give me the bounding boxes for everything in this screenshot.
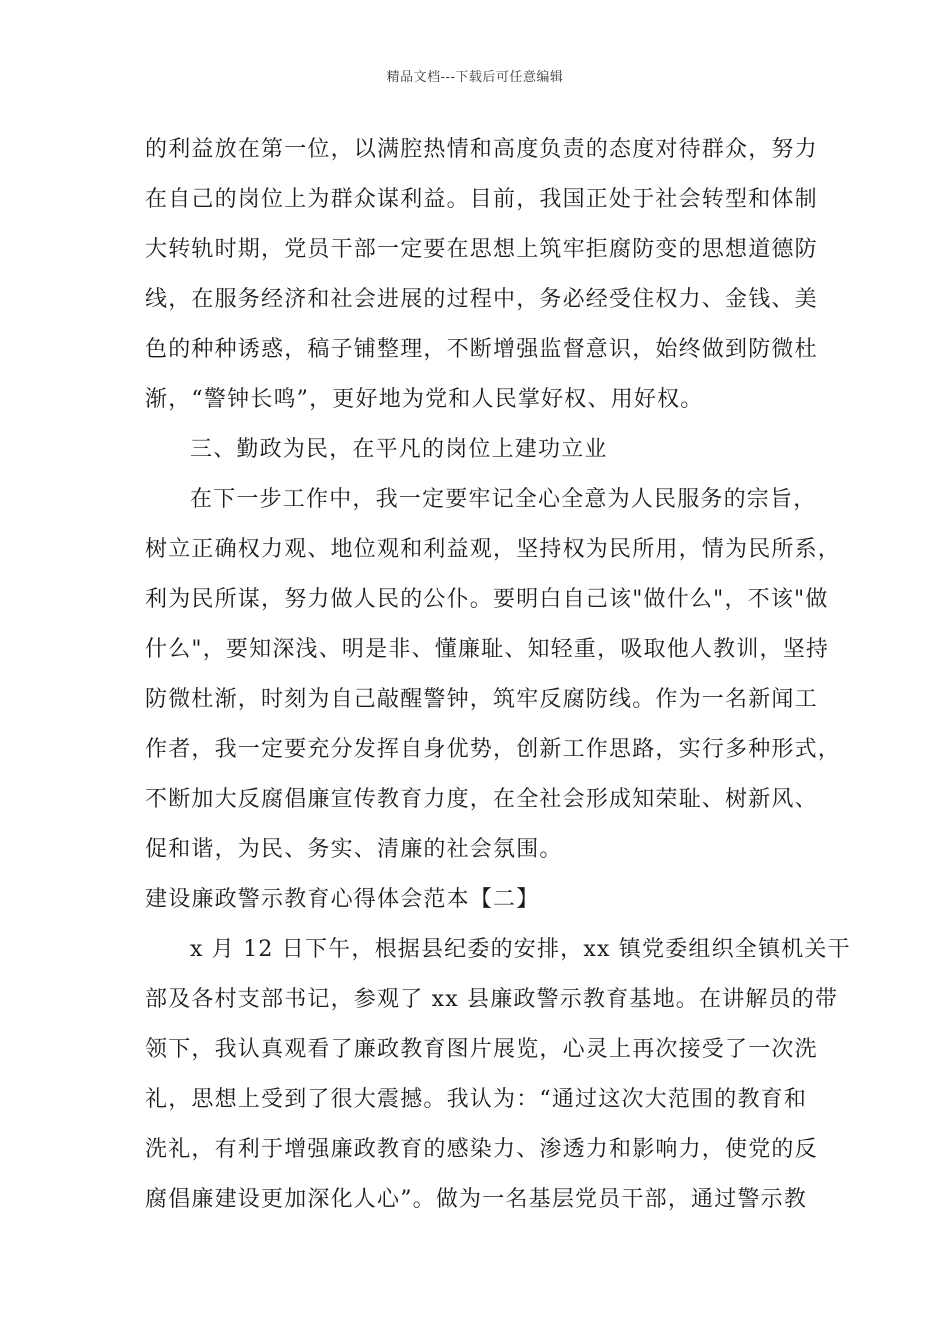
text-line: 部及各村支部书记，参观了 xx 县廉政警示教育基地。在讲解员的带 (145, 987, 839, 1012)
text-line: 作者，我一定要充分发挥自身优势，创新工作思路，实行多种形式， (145, 737, 842, 762)
text-line: 不断加大反腐倡廉宣传教育力度，在全社会形成知荣耻、树新风、 (145, 787, 818, 812)
document-title: 建设廉政警示教育心得体会范本【二】 (145, 887, 540, 912)
text-line: 的利益放在第一位，以满腔热情和高度负责的态度对待群众，努力 (145, 137, 818, 162)
text-line: 在下一步工作中，我一定要牢记全心全意为人民服务的宗旨， (190, 487, 817, 512)
text-line: x 月 12 日下午，根据县纪委的安排，xx 镇党委组织全镇机关干 (190, 937, 851, 962)
page-header: 精品文档---下载后可任意编辑 (386, 70, 564, 85)
text-line: 腐倡廉建设更加深化人心”。做为一名基层党员干部，通过警示教 (145, 1187, 808, 1212)
text-line: 防微杜渐，时刻为自己敲醒警钟，筑牢反腐防线。作为一名新闻工 (145, 687, 818, 712)
text-line: 礼，思想上受到了很大震撼。我认为：“通过这次大范围的教育和 (145, 1087, 808, 1112)
section-heading: 三、勤政为民，在平凡的岗位上建功立业 (190, 437, 608, 462)
text-line: 在自己的岗位上为群众谋利益。目前，我国正处于社会转型和体制 (145, 187, 818, 212)
text-line: 色的种种诱惑，稿子铺整理，不断增强监督意识，始终做到防微杜 (145, 337, 818, 362)
text-line: 利为民所谋，努力做人民的公仆。要明白自己该"做什么"，不该"做 (145, 587, 829, 612)
text-line: 渐，“警钟长鸣”，更好地为党和人民掌好权、用好权。 (145, 387, 704, 412)
text-line: 促和谐，为民、务实、清廉的社会氛围。 (145, 837, 563, 862)
text-line: 大转轨时期，党员干部一定要在思想上筑牢拒腐防变的思想道德防 (145, 237, 818, 262)
text-line: 领下，我认真观看了廉政教育图片展览，心灵上再次接受了一次洗 (145, 1037, 818, 1062)
text-line: 线，在服务经济和社会进展的过程中，务必经受住权力、金钱、美 (145, 287, 818, 312)
text-line: 树立正确权力观、地位观和利益观，坚持权为民所用，情为民所系， (145, 537, 842, 562)
text-line: 洗礼，有利于增强廉政教育的感染力、渗透力和影响力，使党的反 (145, 1137, 818, 1162)
text-line: 什么"，要知深浅、明是非、懂廉耻、知轻重，吸取他人教训，坚持 (145, 637, 830, 662)
